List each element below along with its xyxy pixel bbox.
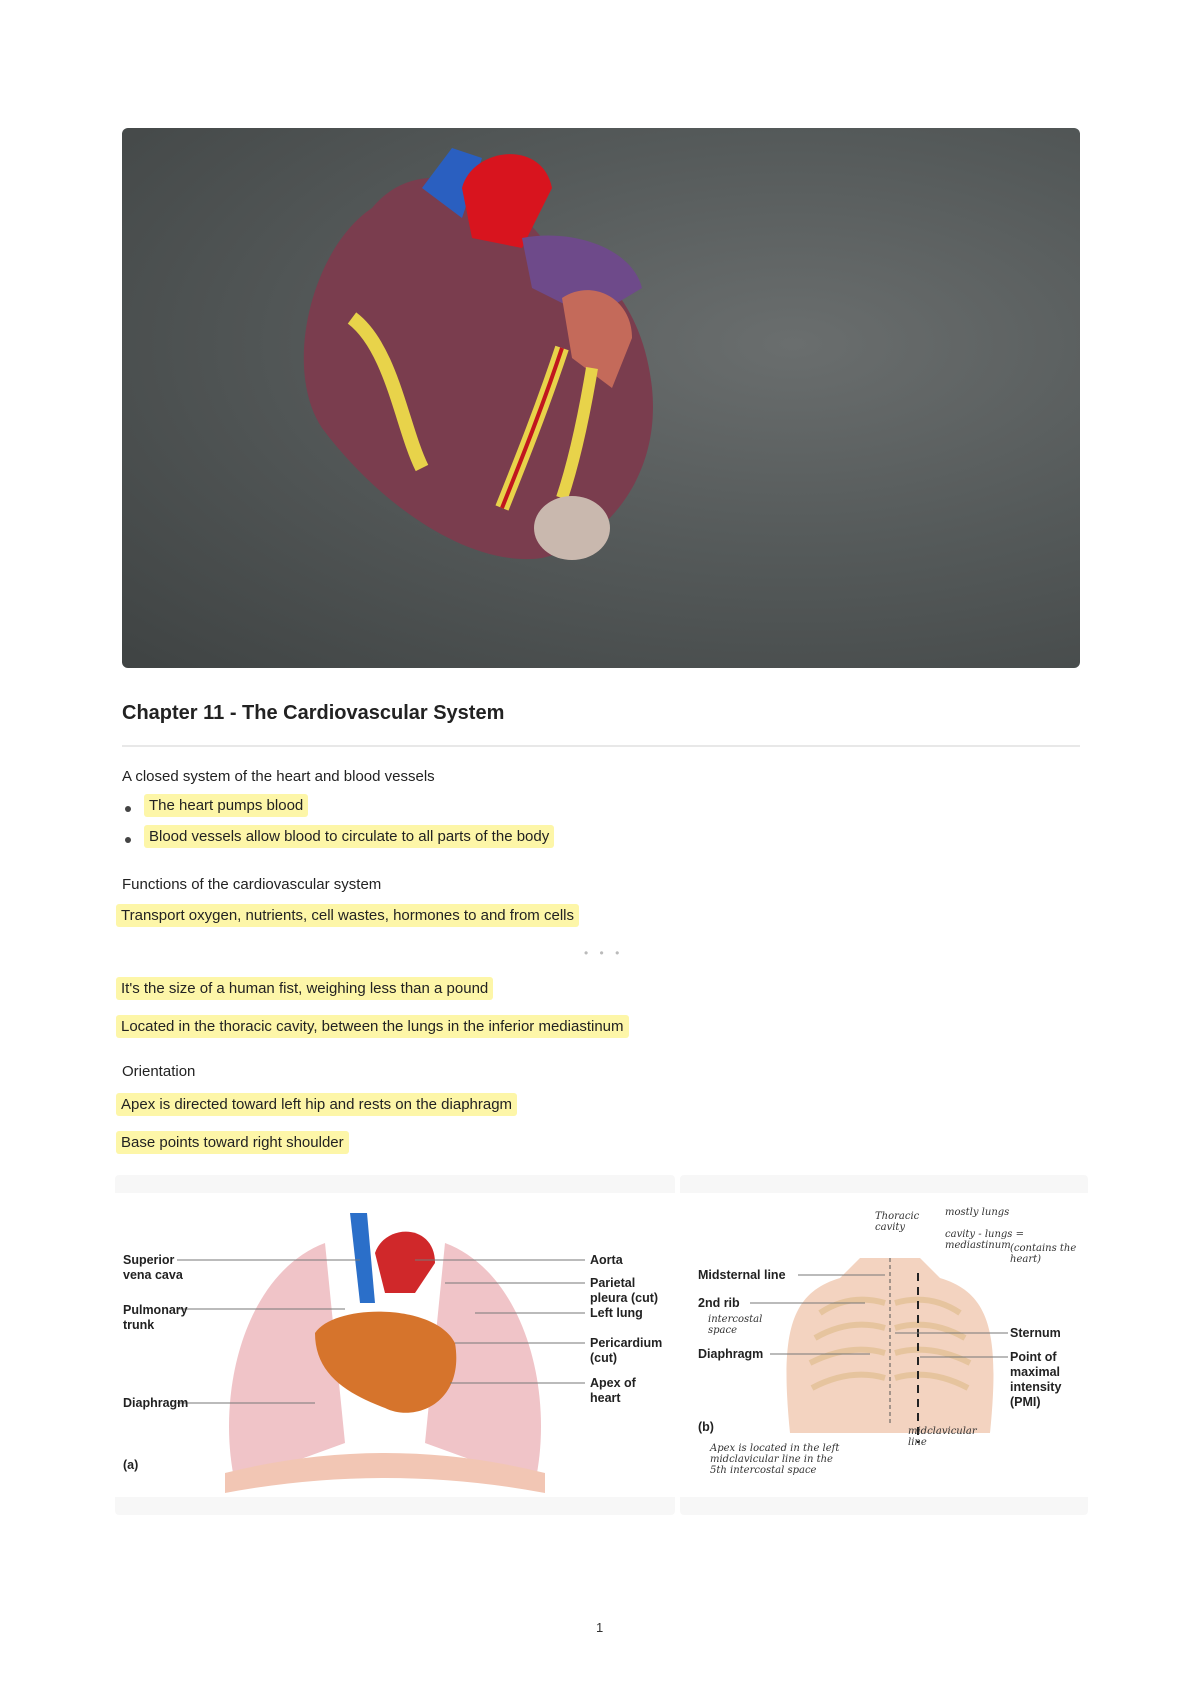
label-left-lung: Left lung [590, 1306, 643, 1320]
label-parietal-pleura: Parietal pleura (cut) [590, 1276, 659, 1305]
label-superior-vena-cava: Superior vena cava [123, 1253, 183, 1282]
note-mostly-lungs: mostly lungs [945, 1207, 1010, 1218]
note-midclavicular-line: midclavicular line [908, 1426, 977, 1448]
note-contains-heart: (contains the heart) [1010, 1243, 1077, 1265]
bullet-icon [125, 806, 131, 812]
figure-chest-landmarks [680, 1175, 1088, 1515]
bullet-icon [125, 837, 131, 843]
fact-item: Located in the thoracic cavity, between the lungs in the inferior mediastinum [116, 1015, 629, 1038]
label-aorta: Aorta [590, 1253, 623, 1267]
label-diaphragm: Diaphragm [123, 1396, 189, 1410]
note-apex-location: Apex is located in the left midclavicular line in the 5th intercostal space [710, 1443, 840, 1476]
orientation-item: Base points toward right shoulder [116, 1131, 349, 1154]
label-2nd-rib: 2nd rib [698, 1296, 740, 1310]
label-pericardium: Pericardium (cut) [590, 1336, 663, 1365]
note-intercostal-space: intercostal space [708, 1314, 763, 1336]
label-pmi: Point of maximal intensity (PMI) [1010, 1350, 1062, 1409]
functions-heading: Functions of the cardiovascular system [122, 876, 382, 893]
heart-model-photo [122, 128, 1080, 668]
bullet-item: The heart pumps blood [144, 794, 308, 817]
bullet-item: Blood vessels allow blood to circulate to all parts of the body [144, 825, 554, 848]
divider-dots: • • • [584, 946, 624, 960]
page-title: Chapter 11 - The Cardiovascular System [122, 702, 505, 724]
title-divider [122, 745, 1080, 747]
figure-heart-in-thorax [115, 1175, 675, 1515]
page-number: 1 [596, 1620, 604, 1635]
note-mediastinum: cavity - lungs = mediastinum [945, 1229, 1024, 1251]
function-item: Transport oxygen, nutrients, cell wastes, hormones to and from cells [116, 904, 579, 927]
orientation-heading: Orientation [122, 1063, 196, 1080]
label-sternum: Sternum [1010, 1326, 1061, 1340]
fact-item: It's the size of a human fist, weighing less than a pound [116, 977, 493, 1000]
label-apex-of-heart: Apex of heart [590, 1376, 636, 1405]
note-thoracic-cavity: Thoracic cavity [875, 1211, 920, 1233]
intro-text: A closed system of the heart and blood vessels [122, 768, 435, 785]
panel-label-a: (a) [123, 1458, 139, 1472]
label-pulmonary-trunk: Pulmonary trunk [123, 1303, 188, 1332]
label-midsternal-line: Midsternal line [698, 1268, 786, 1282]
orientation-item: Apex is directed toward left hip and rests on the diaphragm [116, 1093, 517, 1116]
panel-label-b: (b) [698, 1420, 714, 1434]
label-diaphragm: Diaphragm [698, 1347, 764, 1361]
